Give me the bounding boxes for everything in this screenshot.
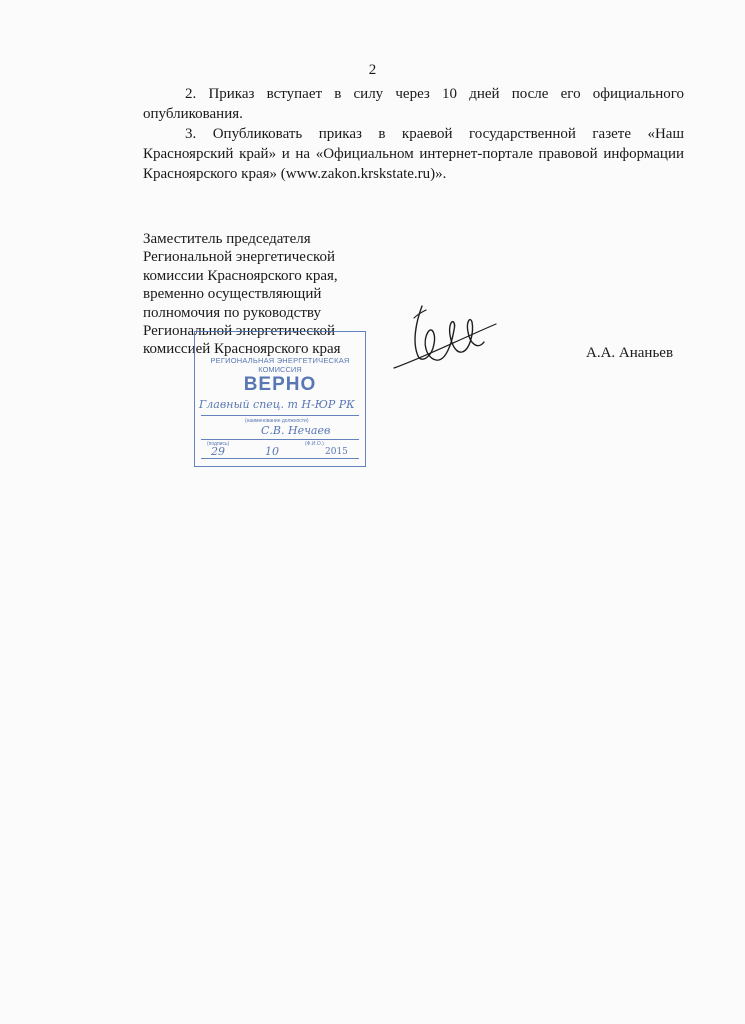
stamp-line — [201, 458, 359, 459]
paragraph-3 — [143, 124, 684, 184]
signer-name: А.А. Ананьев — [586, 345, 674, 361]
stamp-signature-caption: (подпись) — [207, 441, 230, 447]
signer-title-line: Региональной энергетической — [143, 249, 336, 266]
stamp-position-caption: (наименование должности) — [245, 418, 309, 424]
paragraph-2-line: 2. Приказ вступает в силу через 10 дней после его официального — [185, 86, 684, 102]
stamp-org-line2: КОМИССИЯ — [258, 365, 302, 374]
signer-title-line: комиссией Красноярского края — [143, 341, 341, 358]
paragraph-2-cont: опубликования. — [143, 106, 243, 122]
paragraph-3-cont2: информации Красноярского края» (www.zakon.krskstate.ru)». — [143, 146, 685, 182]
stamp-date-month: 10 — [265, 445, 279, 458]
stamp-date-day: 29 — [211, 445, 225, 458]
verno-stamp — [194, 331, 366, 467]
signer-title-line: полномочия по руководству — [143, 304, 321, 321]
stamp-fio-caption: (Ф.И.О.) — [305, 441, 324, 447]
paragraph-3-line: 3. Опубликовать приказ в краевой государственной газете «Наш — [185, 126, 684, 142]
stamp-name-handwritten: С.В. Нечаев — [261, 424, 331, 437]
stamp-date-year: 2015 — [325, 447, 348, 457]
signer-title-line: Региональной энергетической — [143, 323, 336, 340]
page-number: 2 — [368, 62, 377, 78]
stamp-position-handwritten: Главный спец. т Н-ЮР РК — [199, 398, 355, 411]
signer-title-line: комиссии Красноярского края, — [143, 267, 338, 284]
stamp-line — [201, 415, 359, 416]
body-text — [143, 84, 684, 184]
signer-title-line: временно осуществляющий — [143, 286, 322, 303]
stamp-verno: ВЕРНО — [243, 374, 317, 395]
paragraph-2 — [143, 84, 684, 124]
handwritten-signature — [392, 292, 498, 374]
paragraph-3-cont: Красноярский край» и на «Официальном интернет-портале правовой — [143, 146, 598, 162]
stamp-org-line1: РЕГИОНАЛЬНАЯ ЭНЕРГЕТИЧЕСКАЯ — [210, 356, 350, 365]
stamp-line — [201, 439, 359, 440]
signer-title-line: Заместитель председателя — [143, 231, 311, 247]
